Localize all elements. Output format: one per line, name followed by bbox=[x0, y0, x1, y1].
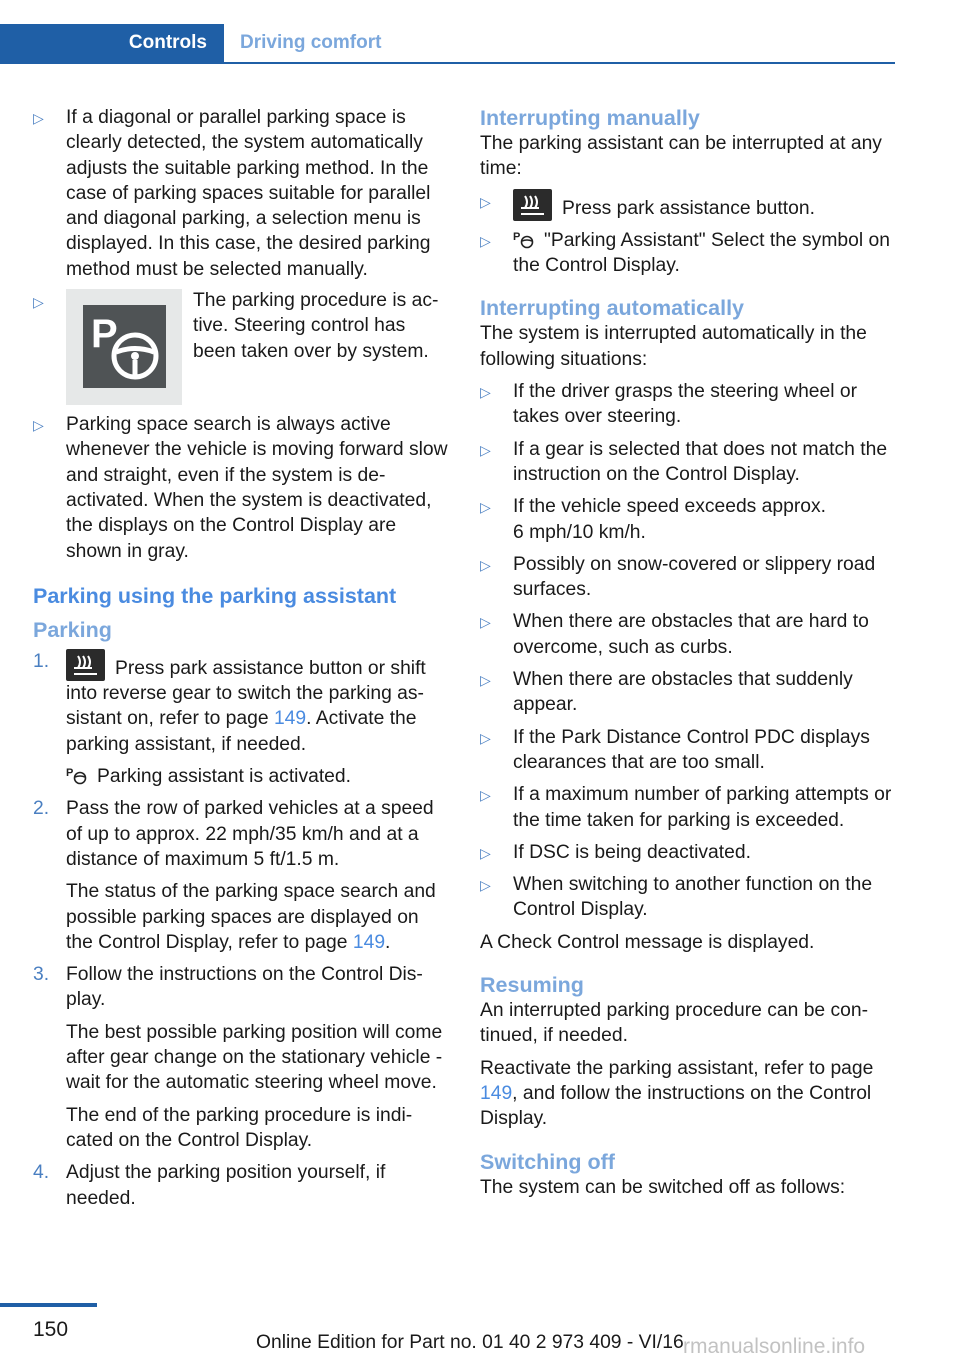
list-item: ▷ If the driver grasps the steering wheel or takes over steering. bbox=[480, 381, 858, 428]
list-item: ▷ If a maximum number of parking attempts or the time taken for parking is exceeded. bbox=[480, 784, 892, 831]
paragraph: A Check Control message is displayed. bbox=[480, 931, 815, 953]
triangle-right-icon: ▷ bbox=[33, 417, 44, 434]
triangle-right-icon: ▷ bbox=[480, 232, 491, 249]
list-item: ▷ If the Park Distance Control PDC displays clearances that are too small. bbox=[480, 726, 870, 773]
paragraph: The system can be switched off as follows: bbox=[480, 1176, 846, 1198]
step-number: 3. bbox=[33, 964, 50, 986]
bullet-text: "Parking Assistant" Select the symbol on the Control Display. bbox=[513, 229, 890, 277]
online-edition-text: Online Edition for Part no. 01 40 2 973 409 - VI/16 bbox=[256, 1332, 684, 1353]
page-link[interactable]: 149 bbox=[480, 1082, 513, 1104]
triangle-right-icon: ▷ bbox=[480, 844, 491, 861]
list-item: ▷ When switching to another function on the Control Display. bbox=[480, 874, 873, 921]
heading-parking: Parking bbox=[33, 617, 112, 642]
triangle-right-icon: ▷ bbox=[33, 110, 44, 126]
triangle-right-icon: ▷ bbox=[480, 672, 491, 689]
paragraph: An interrupted parking procedure can be con‐tinued, if needed. bbox=[480, 1000, 869, 1047]
heading-parking-using-assistant: Parking using the parking assistant bbox=[33, 583, 397, 608]
paragraph: The system is interrupted automatically in the following situations: bbox=[480, 323, 867, 370]
bullet-text: Parking space search is always active whenever the vehicle is moving forward slow and straight, even if the system is de‐activated. When the system is deactivated, the displays on the Control Display are shown in gray. bbox=[66, 414, 448, 562]
step-subtext: The status of the parking space search and possible parking spaces are displayed on the Control Display, refer to page bbox=[66, 881, 436, 953]
triangle-right-icon: ▷ bbox=[480, 614, 491, 631]
list-item bbox=[480, 189, 900, 221]
header-tabbar bbox=[0, 24, 895, 64]
triangle-right-icon: ▷ bbox=[480, 729, 491, 746]
bullet-text: The parking procedure is ac‐tive. Steering control has been taken over by system. bbox=[193, 290, 439, 362]
park-assist-symbol-icon bbox=[513, 229, 535, 249]
list-item: ▷ If the vehicle speed exceeds approx. 6 mph/10 km/h. bbox=[480, 496, 826, 543]
svg-text:P: P bbox=[91, 312, 118, 357]
triangle-right-icon: ▷ bbox=[33, 294, 44, 311]
list-item: ▷ When there are obstacles that suddenly appear. bbox=[480, 669, 853, 716]
left-column bbox=[33, 105, 448, 1218]
heading-switching-off: Switching off bbox=[480, 1149, 615, 1174]
watermark: rmanualsonline.info bbox=[683, 1335, 866, 1358]
step-item: 2. Pass the row of parked vehicles at a speed of up to approx. 22 mph/35 km/h and at a distance of maximum 5 ft/1.5 m. The status of the parking space search and possible parking spaces are displayed on the Control Display, refer to page 149. bbox=[33, 796, 448, 955]
svg-text:P: P bbox=[66, 767, 74, 780]
list-item bbox=[33, 412, 448, 564]
list-item: ▷ If DSC is being deactivated. bbox=[480, 840, 900, 865]
triangle-right-icon: ▷ bbox=[480, 877, 491, 894]
list-item: ▷ Possibly on snow-covered or slippery road surfaces. bbox=[480, 553, 876, 601]
park-assist-button-icon bbox=[66, 649, 105, 681]
step-item bbox=[33, 962, 448, 1153]
triangle-right-icon: ▷ bbox=[480, 193, 491, 210]
step-text: Pass the row of parked vehicles at a speed of up to approx. 22 mph/35 km/h and at a distance of maximum 5 ft/1.5 m. bbox=[66, 798, 434, 870]
triangle-right-icon: ▷ bbox=[480, 384, 491, 401]
step-subtext: The end of the parking procedure is indi‐cated on the Control Display. bbox=[66, 1104, 413, 1151]
right-column bbox=[480, 105, 900, 1207]
bullet-text: If a diagonal or parallel parking space is clearly detected, the system automatically adjusts the suitable parking method. In the case of parking spaces suitable for parallel and diagonal parking, a selection menu is displayed. In this case, the desired parking method must be selected manually. bbox=[66, 107, 431, 280]
heading-resuming: Resuming bbox=[480, 973, 584, 998]
paragraph: The parking assistant can be interrupted at any time: bbox=[480, 133, 882, 180]
parking-active-steering-icon bbox=[66, 289, 182, 405]
park-assist-symbol-icon bbox=[66, 765, 88, 785]
step-item bbox=[33, 1160, 448, 1211]
triangle-right-icon: ▷ bbox=[480, 441, 491, 458]
tab-driving-comfort[interactable]: Driving comfort bbox=[240, 32, 382, 53]
list-item bbox=[33, 105, 448, 282]
page-number: 150 bbox=[33, 1318, 69, 1341]
page-link[interactable]: 149 bbox=[352, 931, 386, 953]
step-text: Follow the instructions on the Control Dis‐play. bbox=[66, 964, 423, 1011]
step-number: 4. bbox=[33, 1162, 50, 1184]
page-link[interactable]: 149 bbox=[273, 708, 307, 730]
step-number: 1. bbox=[33, 650, 50, 672]
step-item: 1. Press park assistance button or shift into reverse gear to switch the parking as‐sistant on, refer to page 149. Activate the parking assistant, if needed. P Parking assistant is activated. bbox=[33, 650, 426, 788]
list-item bbox=[33, 289, 448, 405]
list-item: ▷ If a gear is selected that does not match the instruction on the Control Display. bbox=[480, 438, 888, 485]
step-number: 2. bbox=[33, 798, 50, 820]
heading-interrupting-manually: Interrupting manually bbox=[480, 106, 700, 130]
tab-controls[interactable]: Controls bbox=[0, 24, 224, 62]
triangle-right-icon: ▷ bbox=[480, 499, 491, 516]
list-item bbox=[480, 228, 900, 279]
paragraph: Reactivate the parking assistant, refer to page 149, and follow the instructions on the Control Display. bbox=[480, 1057, 874, 1130]
step-text: Press park assistance button or shift into reverse gear to switch the parking as‐sistant on, refer to page bbox=[66, 657, 426, 730]
heading-interrupting-automatically: Interrupting automatically bbox=[480, 296, 745, 321]
step-text: Adjust the parking position yourself, if needed. bbox=[66, 1162, 386, 1209]
triangle-right-icon: ▷ bbox=[480, 556, 491, 573]
bullet-text: Press park assistance button. bbox=[562, 197, 815, 219]
svg-text:P: P bbox=[513, 230, 521, 243]
list-item: ▷ When there are obstacles that are hard to overcome, such as curbs. bbox=[480, 611, 869, 658]
step-subtext: The best possible parking position will come after gear change on the stationary vehicle - wait for the automatic steering wheel move. bbox=[66, 1021, 443, 1094]
footer-accent-line bbox=[0, 1303, 97, 1307]
step-subtext: Parking assistant is activated. bbox=[97, 766, 351, 788]
park-assist-button-icon bbox=[513, 189, 552, 221]
triangle-right-icon: ▷ bbox=[480, 787, 491, 804]
